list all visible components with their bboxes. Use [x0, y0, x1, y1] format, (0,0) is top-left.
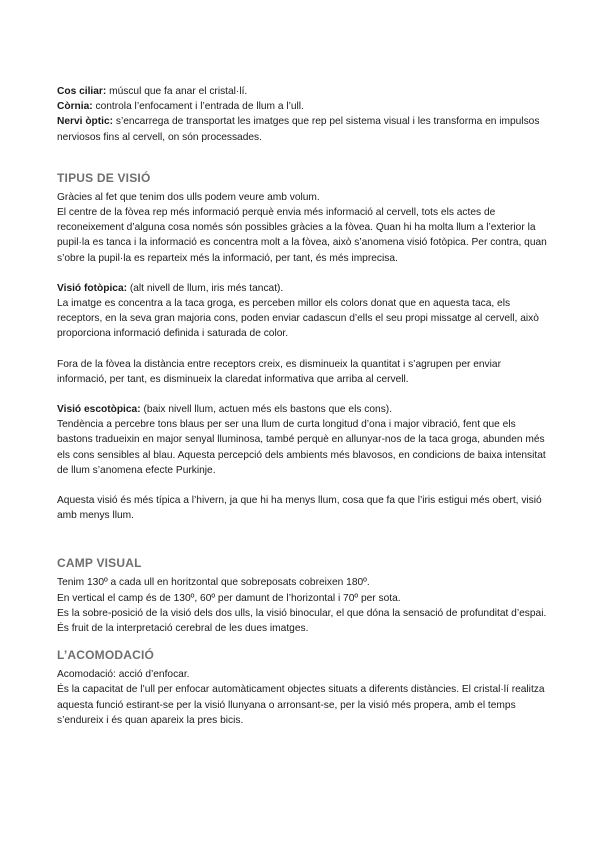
camp-visual-line-3: Es la sobre-posició de la visió dels dos ulls, la visió binocular, el que dóna la sensació de profunditat d’espai. És fruit de la interpretació cerebral de les dues imatges. [57, 607, 547, 635]
visio-fotopica-note: (alt nivell de llum, iris més tancat). [127, 282, 284, 294]
definition-term: Cos ciliar: [57, 86, 107, 97]
visio-escotopica-text: Tendència a percebre tons blaus per ser una llum de curta longitud d’ona i major vibració, fent que els bastons tradueixin en major senyal lluminosa, també perquè en allunyar-nos de la taca groga, abunden més els cons sensibles al blau. Aquesta percepció dels ambients més blavosos, en condicions de baixa intensitat de llum s’anomena efecte Purkinje. [57, 419, 546, 476]
acomodacio-line-1: Acomodació: acció d’enfocar. [57, 669, 190, 681]
definition-term: Còrnia: [57, 101, 93, 113]
document-page [57, 84, 547, 728]
section-heading-acomodacio: L’ACOMODACIÓ [57, 648, 155, 663]
camp-visual-line-2: En vertical el camp és de 130º, 60º per damunt de l’horizontal i 70º per sota. [57, 592, 401, 604]
paragraph-volum: Gràcies al fet que tenim dos ulls podem veure amb volum. [57, 191, 320, 203]
visio-fotopica-term: Visió fotòpica: [57, 282, 127, 294]
definition-cornia [57, 99, 547, 114]
acomodacio-line-2: És la capacitat de l’ull per enfocar automàticament objectes situats a diferents distàncies. El cristal·lí realitza aquesta funció estirant-se per la visió llunyana o arronsant-se, per la visió més propera, amb el temps s’endureix i és quan apareix la pres bicis. [57, 684, 545, 726]
camp-visual-line-1: Tenim 130º a cada ull en horitzontal que sobreposats cobreixen 180º. [57, 577, 370, 589]
visio-escotopica-note: (baix nivell llum, actuen més els bastons que els cons). [140, 404, 393, 416]
paragraph-fovea-centre: El centre de la fòvea rep més informació perquè envia més informació al cervell, tots els actes de reconeixement d’alguna cosa només són possibles gràcies a la fòvea. Quan hi ha molta llum a l’exterior la pupil·la es tanca i la informació es concentra molt a la fòvea, això s’anomena visió fotòpica. Per contra, quan s’obre la pupil·la es reparteix més la informació, per tant, és més imprecisa. [57, 207, 547, 264]
definition-nervi-optic [57, 114, 547, 144]
definition-text: múscul que fa anar el cristal·lí. [106, 86, 248, 97]
section-heading-tipus-de-visio: TIPUS DE VISIÓ [57, 170, 151, 185]
visio-escotopica-term: Visió escotòpica: [57, 404, 141, 416]
visio-escotopica-title [57, 402, 547, 417]
visio-fotopica-title [57, 281, 547, 296]
definition-text: s’encarrega de transportat les imatges que rep pel sistema visual i les transforma en impulsos nerviosos fins al cervell, on són processades. [57, 116, 540, 143]
definition-text: controla l’enfocament i l’entrada de llum a l’ull. [92, 101, 304, 113]
section-heading-camp-visual: CAMP VISUAL [57, 556, 142, 571]
visio-fotopica-text: La imatge es concentra a la taca groga, es perceben millor els colors donat que en aquesta taca, els receptors, en la seva gran majoria cons, poden enviar cadascun d’ells el seu propi missatge al cervell, això proporciona informació definida i saturada de color. [57, 298, 539, 340]
definition-cos-ciliar [57, 84, 547, 99]
paragraph-fora-fovea: Fora de la fòvea la distància entre receptors creix, es disminueix la quantitat i s’agrupen per enviar informació, per tant, es disminueix la claredat informativa que arriba al cervell. [57, 358, 501, 385]
definition-term: Nervi òptic: [57, 116, 114, 128]
paragraph-hivern: Aquesta visió és més típica a l’hivern, ja que hi ha menys llum, cosa que fa que l’iris estigui més obert, visió amb menys llum. [57, 495, 542, 522]
